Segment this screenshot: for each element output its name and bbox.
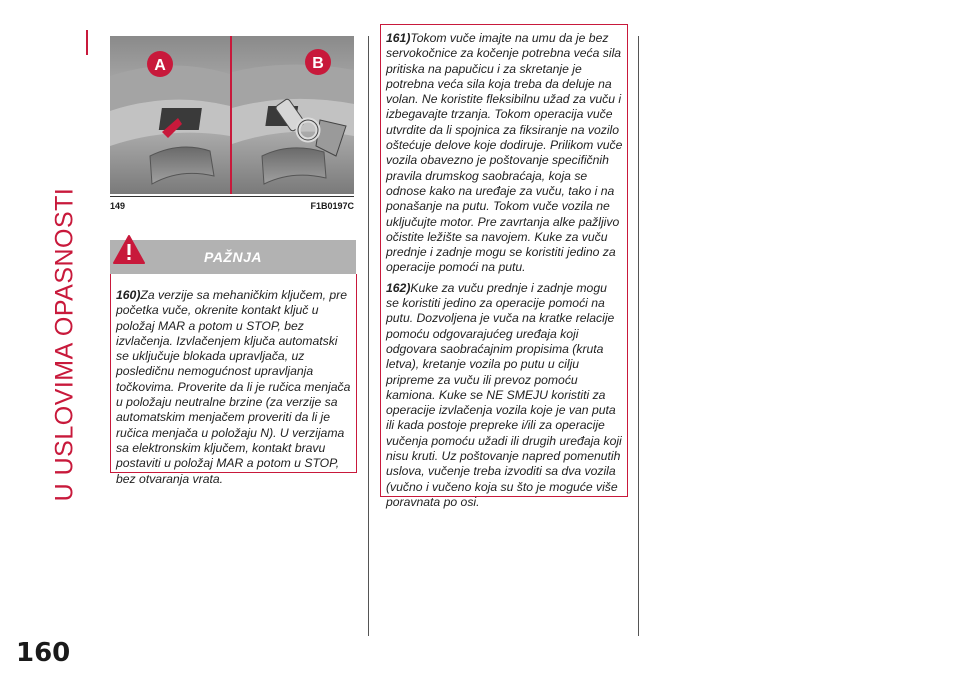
figure-number: 149 bbox=[110, 201, 126, 211]
warning-note bbox=[381, 276, 627, 510]
note-text: Kuke za vuču prednje i zadnje mogu se koristiti jedino za operacije pomoći na putu. Dozvoljena je vuča na kratke relacije pomoću odgovarajućeg uređaja koji odgovara saobraćajnim propisima (kruta letva), kretanje vozila po putu u cilju pripreme za vuču ili prevoz pomoću kamiona. Kuke se NE SMEJU koristiti za operacije izvlačenja vozila koje je van puta ili kada postoje prepreke i/ili za operacije vučenja pomoću užadi ili drugih uređaja koji nisu kruti. Uz poštovanje napred pomenutih uslova, vučenje treba izvoditi sa dva vozila (vučno i vučeno koja su što je moguće više poravnata po osi. bbox=[386, 280, 622, 509]
warning-note-box-right bbox=[380, 24, 628, 509]
tow-hook-figure bbox=[110, 36, 354, 194]
column-divider-left bbox=[368, 36, 369, 636]
figure-code: F1B0197C bbox=[310, 201, 354, 211]
note-id: 160) bbox=[116, 288, 141, 302]
note-id: 162) bbox=[386, 280, 411, 295]
warning-note bbox=[381, 25, 627, 276]
warning-header bbox=[110, 240, 356, 274]
note-text: Tokom vuče imajte na umu da je bez servokočnice za kočenje potrebna veća sila pritiska na papučicu i za skretanje je potrebna veća sila koja treba da deluje na volan. Ne koristite fleksibilnu užad za vuču i izbegavajte trzanja. Tokom operacija vuče utvrdite da li spojnica za fiksiranje na vozilo oštećuje delove koje dodiruje. Prilikom vuče vozila obavezno je poštovanje specifičnih pravila drumskog saobraćaja, koja se odnose kako na uređaje za vuču, tako i na ponašanje na putu. Tokom vuče vozila ne uključujte motor. Pre zavrtanja alke pažljivo očistite ležište sa navojem. Kuke za vuču prednje i zadnje mogu se koristiti jedino za operacije pomoći na putu. bbox=[386, 31, 623, 275]
warning-note-box-left bbox=[110, 274, 357, 486]
warning-triangle-icon bbox=[112, 233, 146, 267]
page-number: 160 bbox=[16, 638, 71, 668]
chapter-side-title: U USLOVIMA OPASNOSTI bbox=[50, 187, 79, 501]
warning-note bbox=[111, 274, 356, 487]
chapter-marker-line bbox=[86, 30, 88, 55]
note-id: 161) bbox=[386, 31, 411, 45]
label-a: A bbox=[154, 57, 166, 74]
column-divider-right bbox=[638, 36, 639, 636]
figure-caption bbox=[110, 196, 354, 211]
note-text: Za verzije sa mehaničkim ključem, pre početka vuče, okrenite kontakt ključ u položaj MAR a potom u STOP, bez izvlačenja. Izvlačenjem ključa automatski se uključuje blokada upravljača, uz posledičnu nemogućnost upravljanja točkovima. Proverite da li je ručica menjača u položaju neutralne brzine (za verzije sa automatskim menjačem proveriti da li je ručica menjača u položaju N). U verzijama sa elektronskim ključem, kontakt bravu postaviti u položaj MAR a potom u STOP, bez otvaranja vrata. bbox=[116, 288, 351, 486]
label-b: B bbox=[312, 55, 324, 72]
bumper-illustration bbox=[110, 36, 354, 194]
warning-title: PAŽNJA bbox=[204, 249, 262, 265]
